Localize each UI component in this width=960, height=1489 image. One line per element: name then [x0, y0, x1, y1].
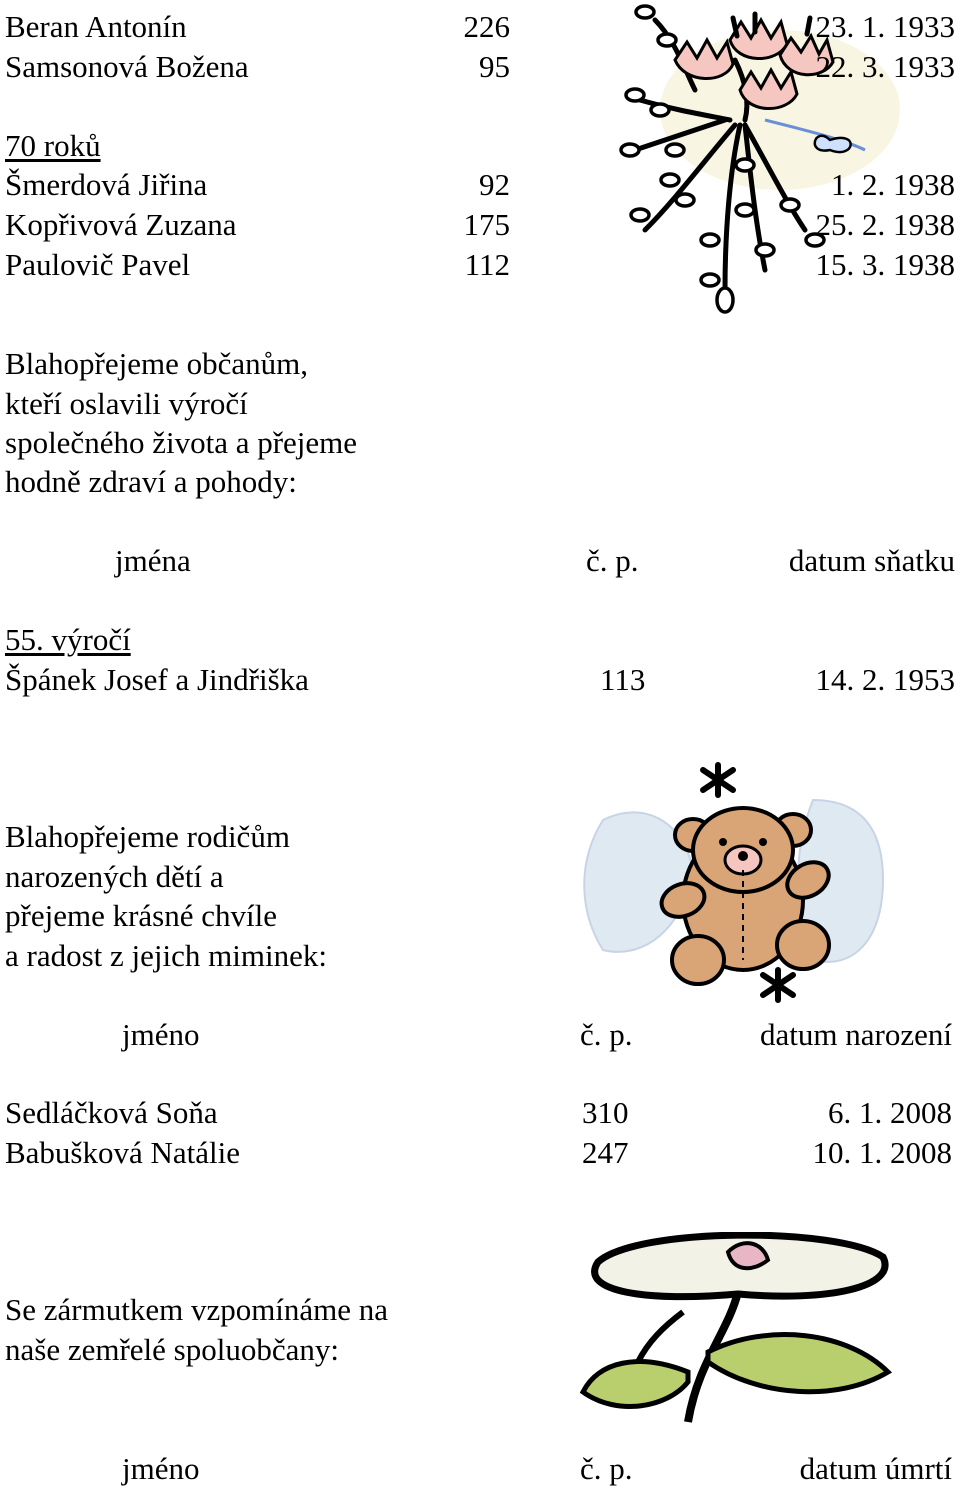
anniversary-intro: společného života a přejeme: [5, 425, 358, 460]
anniversary-house-number: 113: [600, 662, 646, 697]
birth-name: Babušková Natálie: [5, 1135, 241, 1170]
birth-intro: přejeme krásné chvíle: [5, 898, 277, 933]
birth-date: 6. 1. 2008: [828, 1095, 952, 1130]
anniversary-date: 14. 2. 1953: [815, 662, 955, 697]
birthday-date: 15. 3. 1938: [815, 247, 955, 282]
column-header-name: jméno: [122, 1451, 200, 1486]
birthday-name: Samsonová Božena: [5, 49, 249, 84]
birthday-house-number: 92: [479, 167, 510, 202]
anniversary-intro: Blahopřejeme občanům,: [5, 346, 309, 381]
memorial-flower-icon: [578, 1232, 898, 1427]
birthday-name: Paulovič Pavel: [5, 247, 191, 282]
column-header-birth-date: datum narození: [760, 1017, 952, 1052]
column-header-house-number: č. p.: [580, 1451, 633, 1486]
birth-intro: a radost z jejich miminek:: [5, 938, 327, 973]
birthday-date: 1. 2. 1938: [831, 167, 955, 202]
column-header-names: jména: [115, 543, 191, 578]
birth-house-number: 310: [582, 1095, 629, 1130]
anniversary-intro: kteří oslavili výročí: [5, 386, 248, 421]
column-header-death-date: datum úmrtí: [799, 1451, 952, 1486]
birthday-house-number: 112: [464, 247, 510, 282]
column-header-name: jméno: [122, 1017, 200, 1052]
group-label-70: 70 roků: [5, 128, 101, 163]
birthday-name: Kopřivová Zuzana: [5, 207, 237, 242]
birth-name: Sedláčková Soňa: [5, 1095, 218, 1130]
anniversary-name: Špánek Josef a Jindřiška: [5, 662, 309, 697]
group-label-55: 55. výročí: [5, 622, 131, 657]
death-intro: naše zemřelé spoluobčany:: [5, 1332, 339, 1367]
birthday-date: 23. 1. 1933: [815, 9, 955, 44]
column-header-wedding-date: datum sňatku: [788, 543, 955, 578]
birth-date: 10. 1. 2008: [812, 1135, 952, 1170]
birthday-name: Beran Antonín: [5, 9, 187, 44]
birth-intro: Blahopřejeme rodičům: [5, 819, 290, 854]
birthday-house-number: 226: [463, 9, 510, 44]
birthday-house-number: 175: [463, 207, 510, 242]
birthday-date: 22. 3. 1933: [815, 49, 955, 84]
death-intro: Se zármutkem vzpomínáme na: [5, 1292, 389, 1327]
birth-intro: narozených dětí a: [5, 859, 224, 894]
teddy-bear-icon: [583, 760, 893, 1010]
birth-house-number: 247: [582, 1135, 629, 1170]
birthday-name: Šmerdová Jiřina: [5, 167, 208, 202]
anniversary-intro: hodně zdraví a pohody:: [5, 464, 297, 499]
birthday-house-number: 95: [479, 49, 510, 84]
birthday-date: 25. 2. 1938: [815, 207, 955, 242]
column-header-house-number: č. p.: [586, 543, 639, 578]
column-header-house-number: č. p.: [580, 1017, 633, 1052]
